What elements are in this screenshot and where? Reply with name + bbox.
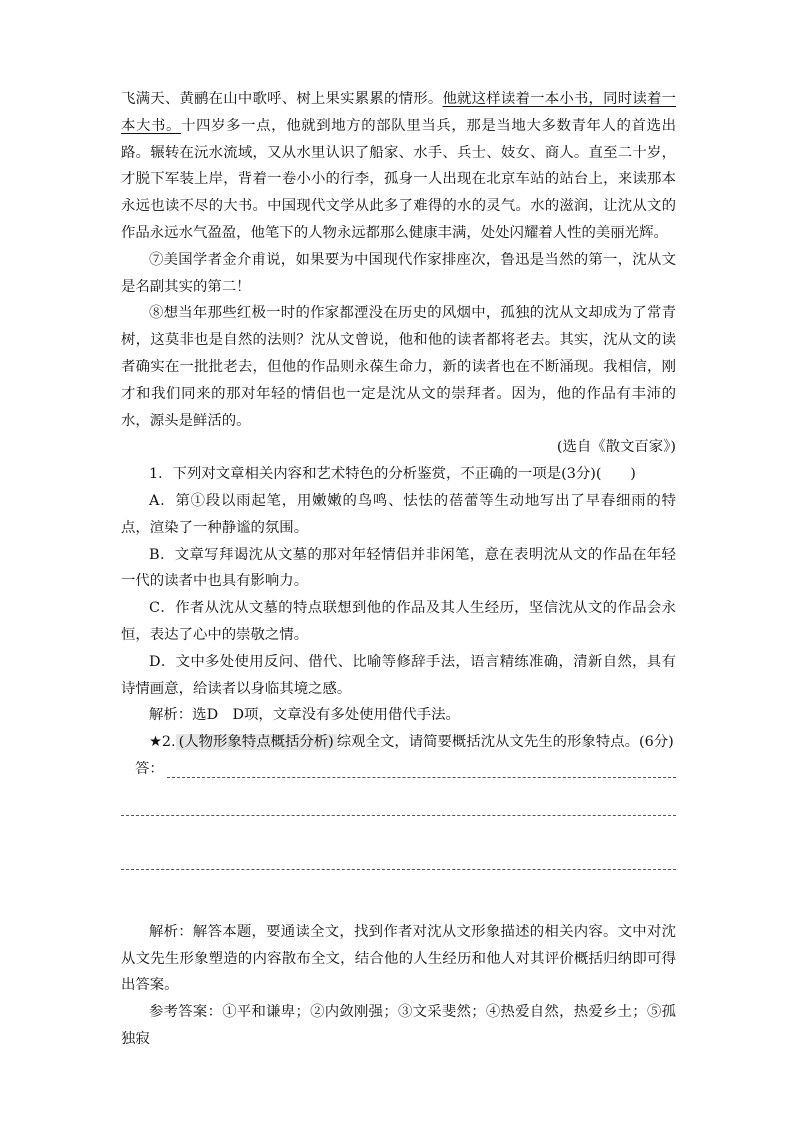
underlined-sentence: 他就这样读着一本小书，同时读着一本大书。	[121, 91, 676, 134]
question-1-option-a: A．第①段以雨起笔，用嫩嫩的鸟鸣、怯怯的蓓蕾等生动地写出了早春细雨的特点，渲染了一种静谧的氛围。	[121, 492, 676, 536]
question-2-text: 综观全文，请简要概括沈从文先生的形象特点。(6分)	[336, 734, 674, 751]
answer-label: 答：	[135, 760, 164, 777]
answer-line-row-2	[121, 783, 676, 837]
question-1-option-c: C．作者从沈从文墓的特点联想到他的作品及其人生经历，坚信沈从文的作品会永恒，表达了心中的崇敬之情。	[121, 600, 676, 643]
answer-line-2[interactable]	[121, 815, 676, 816]
star-marker: ★2.	[149, 734, 176, 751]
passage-paragraph-8: ⑧想当年那些红极一时的作家都湮没在历史的风烟中，孤独的沈从文却成为了常青树，这莫非也是自然的法则？沈从文曾说，他和他的读者都将老去。其实，沈从文的读者确实在一批批老去，但他的作品则永葆生命力，新的读者也在不断涌现。我相信，刚才和我们同来的那对年轻的情侣也一定是沈从文的崇拜者。因为，他的作品有丰沛的水，源头是鲜活的。	[121, 305, 676, 429]
question-1-stem: 1．下列对文章相关内容和艺术特色的分析鉴赏，不正确的一项是(3分)( )	[149, 466, 636, 483]
question-1-option-b: B．文章写拜谒沈从文墓的那对年轻情侣并非闲笔，意在表明沈从文的作品在年轻一代的读者中也具有影响力。	[121, 546, 676, 590]
passage-paragraph-7: ⑦美国学者金介甫说，如果要为中国现代作家排座次，鲁迅是当然的第一，沈从文是名副其实的第二！	[121, 251, 676, 295]
answer-spacer	[121, 891, 676, 919]
passage-source: (选自《散文百家》)	[556, 439, 676, 456]
question-2-reference-answer: 参考答案：①平和谦卑；②内敛刚强；③文采斐然；④热爱自然，热爱乡土；⑤孤独寂	[121, 1004, 676, 1047]
question-type-tag: (人物形象特点概括分析)	[176, 734, 337, 750]
answer-line-3[interactable]	[121, 869, 676, 870]
answer-row	[121, 756, 676, 783]
document-page	[121, 86, 676, 1053]
answer-line-row-3	[121, 837, 676, 891]
passage-text: 十四岁多一点，他就到地方的部队里当兵，那是当地大多数青年人的首选出路。辗转在沅水流域，又从水里认识了船家、水手、兵士、妓女、商人。直至二十岁，才脱下军装上岸，背着一卷小小的行李，孤身一人出现在北京车站的站台上，来读那本永远也读不尽的大书。中国现代文学从此多了难得的水的灵气。水的滋润，让沈从文的作品永远水气盈盈，他笔下的人物永远都那么健康丰满，处处闪耀着人性的美丽光辉。	[121, 117, 676, 241]
passage-paragraph-continued	[121, 86, 676, 247]
question-2-analysis: 解析：解答本题，要通读全文，找到作者对沈从文形象描述的相关内容。文中对沈从文先生形象塑造的内容散布全文，结合他的人生经历和他人对其评价概括归纳即可得出答案。	[121, 923, 676, 994]
passage-text: 飞满天、黄鹂在山中歌呼、树上果实累累的情形。	[121, 91, 443, 107]
question-1-analysis: 解析：选D D项，文章没有多处使用借代手法。	[149, 707, 460, 724]
question-2-stem	[121, 729, 676, 756]
answer-line-1[interactable]	[167, 777, 676, 778]
question-1-option-d: D．文中多处使用反问、借代、比喻等修辞手法，语言精练准确，清新自然，具有诗情画意，给读者以身临其境之感。	[121, 653, 676, 697]
